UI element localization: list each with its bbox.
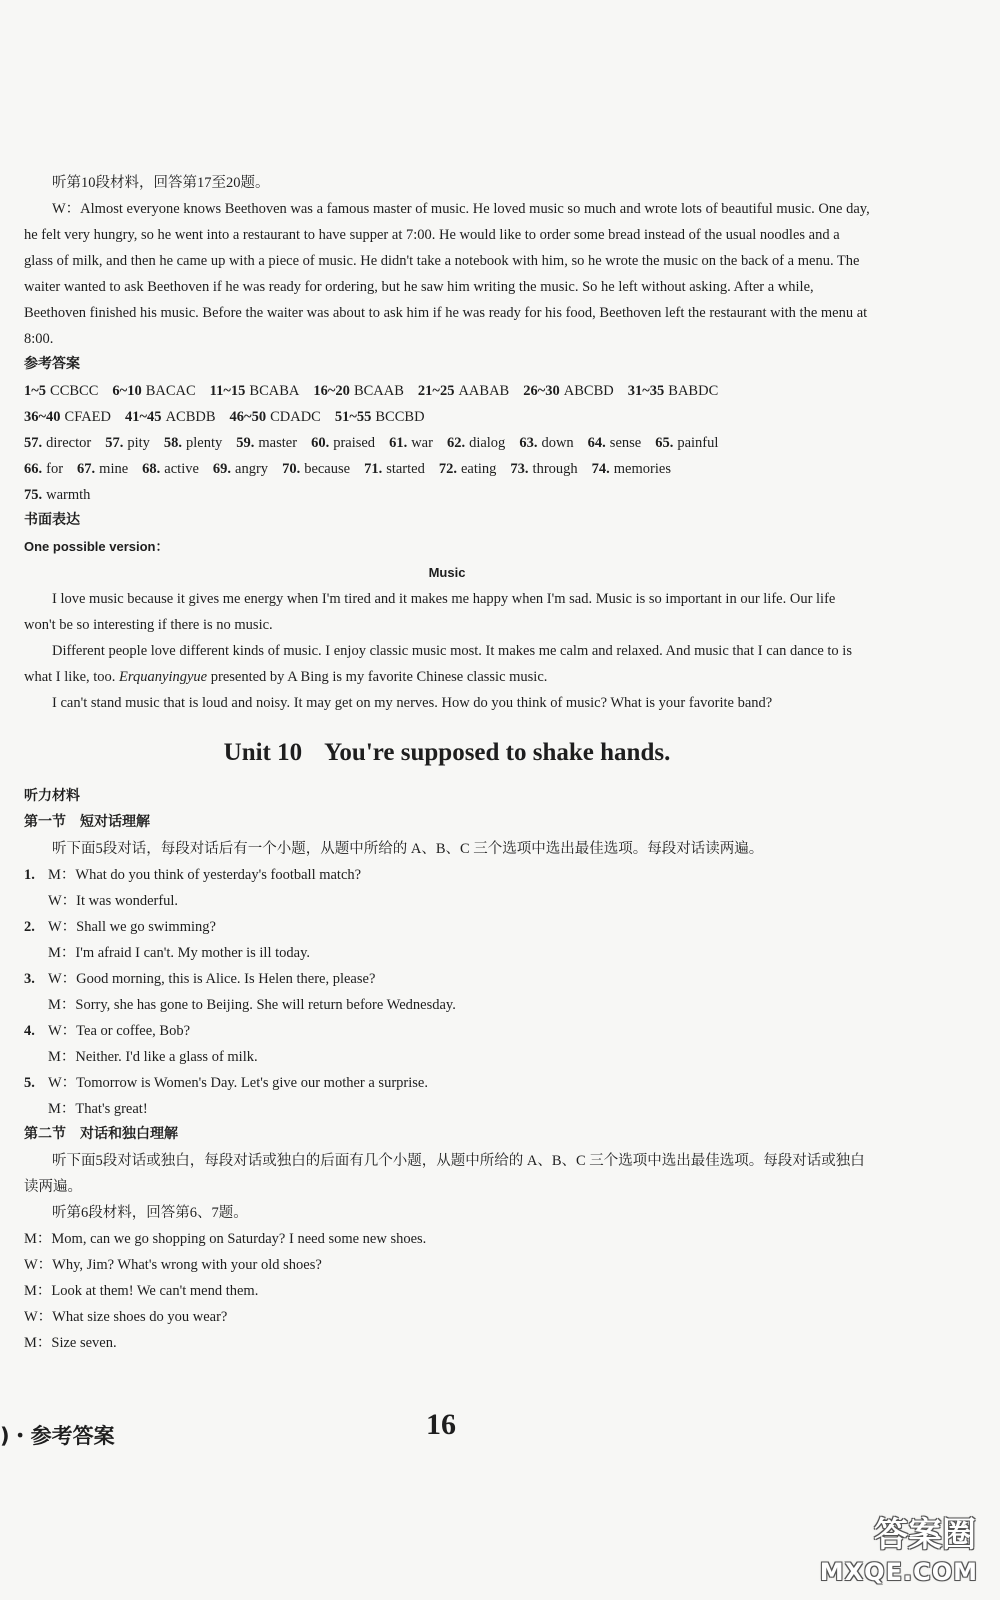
answer-item	[210, 383, 300, 399]
answer-range: 31~35	[627, 383, 665, 399]
dialog-number: 4.	[24, 1023, 35, 1039]
answer-range: 21~25	[417, 383, 455, 399]
answer-word: angry	[235, 461, 269, 477]
answer-word: praised	[333, 435, 376, 451]
watermark-cn: 答案圈	[874, 1515, 976, 1555]
watermark-en: MXQE.COM	[819, 1558, 978, 1586]
answers-heading: 参考答案	[24, 357, 80, 372]
answer-number: 71.	[364, 461, 383, 477]
answer-range: 41~45	[125, 409, 162, 425]
answer-item	[236, 435, 297, 451]
dialog-line	[24, 1070, 870, 1096]
answer-item	[655, 435, 718, 451]
material6-line: W：What size shoes do you wear?	[24, 1309, 228, 1325]
answer-item	[418, 383, 509, 399]
answer-item	[628, 383, 719, 399]
answer-range: 51~55	[334, 409, 372, 425]
listening10-intro: 听第10段材料，回答第17至20题。	[52, 175, 270, 191]
answer-item	[335, 409, 425, 425]
answer-item	[519, 435, 573, 451]
answer-value: BCCBD	[375, 409, 425, 425]
answers-row-2	[24, 404, 870, 430]
answer-value: BACAC	[145, 383, 196, 399]
answer-item	[77, 461, 128, 477]
answer-item	[105, 435, 150, 451]
watermark-logo	[819, 1512, 992, 1592]
answer-word: master	[258, 435, 298, 451]
answer-value: CDADC	[270, 409, 321, 425]
answer-item	[230, 409, 321, 425]
writing-p2-before: Different people love different kinds of music. I enjoy classic music most. It makes me calm and relaxed. And music that I can dance to is what I like, too.	[24, 643, 852, 685]
answer-word: started	[386, 461, 425, 477]
answer-range: 36~40	[24, 409, 61, 425]
footer-label: )・参考答案	[0, 1424, 115, 1448]
answer-number: 64.	[587, 435, 606, 451]
answer-number: 74.	[591, 461, 610, 477]
dialog-text: W：Shall we go swimming?	[48, 919, 216, 935]
answer-value: BCAAB	[353, 383, 404, 399]
answer-number: 68.	[142, 461, 161, 477]
writing-heading: 书面表达	[24, 513, 80, 528]
dialog-text: W：Tea or coffee, Bob?	[48, 1023, 191, 1039]
material6-lines	[24, 1226, 870, 1356]
dialog-line	[24, 862, 870, 888]
answer-item	[523, 383, 614, 399]
answer-value: ACBDB	[165, 409, 216, 425]
listening-heading: 听力材料	[24, 789, 80, 804]
answer-item	[282, 461, 350, 477]
answer-number: 57.	[24, 435, 43, 451]
answer-item	[588, 435, 642, 451]
material6-line: M：Look at them! We can't mend them.	[24, 1283, 259, 1299]
writing-paragraph-1: I love music because it gives me energy when I'm tired and it makes me happy when I'm sad. Music is so important in our life. Our life won't be so interesting if there is no music.	[24, 591, 836, 633]
unit-title-text: You're supposed to shake hands.	[324, 739, 671, 766]
answer-number: 62.	[446, 435, 466, 451]
answer-number: 61.	[389, 435, 408, 451]
dialog-line	[24, 914, 870, 940]
dialog-line	[24, 966, 870, 992]
writing-p2-after: presented by A Bing is my favorite Chinese classic music.	[207, 669, 548, 685]
answer-range: 26~30	[523, 383, 560, 399]
answers-row-3	[24, 430, 870, 456]
answer-word: because	[304, 461, 351, 477]
answer-value: ABCBD	[563, 383, 614, 399]
answer-item	[112, 383, 195, 399]
answer-number: 58.	[163, 435, 183, 451]
answer-value: BABDC	[668, 383, 719, 399]
answer-number: 60.	[311, 435, 330, 451]
answer-number: 65.	[655, 435, 674, 451]
section2-title: 第二节 对话和独白理解	[24, 1127, 178, 1142]
answer-word: eating	[460, 461, 497, 477]
answer-word: sense	[609, 435, 642, 451]
answers-row-4	[24, 456, 870, 482]
answer-number: 57.	[105, 435, 124, 451]
answer-item	[447, 435, 505, 451]
answer-item	[142, 461, 199, 477]
answer-item	[439, 461, 497, 477]
answer-word: war	[411, 435, 433, 451]
page-content	[24, 170, 870, 1356]
dialog-text: M：What do you think of yesterday's football match?	[48, 867, 362, 883]
answer-item	[164, 435, 222, 451]
writing-paragraph-3: I can't stand music that is loud and noisy. It may get on my nerves. How do you think of music? What is your favorite band?	[52, 695, 773, 711]
dialog-text: W：Good morning, this is Alice. Is Helen there, please?	[48, 971, 376, 987]
dialog-number: 5.	[24, 1075, 35, 1091]
writing-p2-italic: Erquanyingyue	[119, 669, 208, 685]
dialog-line	[24, 1018, 870, 1044]
writing-version: One possible version：	[24, 539, 169, 554]
answer-item	[24, 461, 63, 477]
answer-word: dialog	[469, 435, 506, 451]
dialog-line: M：That's great!	[48, 1101, 148, 1117]
material6-intro: 听第6段材料，回答第6、7题。	[52, 1205, 248, 1221]
dialog-line: M：Sorry, she has gone to Beijing. She will return before Wednesday.	[48, 997, 456, 1013]
answer-item	[592, 461, 671, 477]
section1-title: 第一节 短对话理解	[24, 815, 150, 830]
material6-line: M：Mom, can we go shopping on Saturday? I need some new shoes.	[24, 1231, 427, 1247]
answer-value: CCBCC	[50, 383, 99, 399]
answer-item	[24, 435, 91, 451]
answer-value: AABAB	[458, 383, 510, 399]
dialog-line: M：Neither. I'd like a glass of milk.	[48, 1049, 258, 1065]
page-number: 16	[426, 1408, 456, 1441]
answer-word: warmth	[46, 487, 91, 503]
answer-range: 16~20	[313, 383, 350, 399]
dialog-number: 2.	[24, 919, 35, 935]
answer-word: down	[541, 435, 574, 451]
answer-word: active	[164, 461, 199, 477]
answer-value: CFAED	[64, 409, 112, 425]
answer-word: painful	[677, 435, 719, 451]
answer-range: 11~15	[209, 383, 246, 399]
answer-word: mine	[99, 461, 129, 477]
answer-number: 67.	[77, 461, 96, 477]
answer-item	[24, 383, 98, 399]
writing-title: Music	[428, 565, 466, 580]
answer-number: 69.	[212, 461, 232, 477]
material6-line: W：Why, Jim? What's wrong with your old shoes?	[24, 1257, 322, 1273]
answers-row-5	[24, 482, 870, 508]
listening10-text: W：Almost everyone knows Beethoven was a famous master of music. He loved music so much and wrote lots of beautiful music. One day, he felt very hungry, so he went into a restaurant to have supper at 7:00. He would like to order some bread instead of the usual noodles and a glass of milk, and then he came up with a piece of music. He didn't take a notebook with him, so he wrote the music on the back of a menu. The waiter wanted to ask Beethoven if he was ready for ordering, but he saw him writing the music. So he left without asking. After a while, Beethoven finished his music. Before the waiter was about to ask him if he was ready for his food, Beethoven left the restaurant with the menu at 8:00.	[24, 201, 870, 347]
answer-number: 73.	[510, 461, 529, 477]
dialog-line: M：I'm afraid I can't. My mother is ill today.	[48, 945, 311, 961]
dialog-number: 3.	[24, 971, 35, 987]
dialog-list	[24, 862, 870, 1122]
dialog-line: W：It was wonderful.	[48, 893, 179, 909]
answer-item	[213, 461, 268, 477]
section2-instructions: 听下面5段对话或独白，每段对话或独白的后面有几个小题，从题中所给的 A、B、C 三个选项中选出最佳选项。每段对话或独白读两遍。	[24, 1153, 865, 1195]
answer-word: plenty	[186, 435, 223, 451]
answer-item	[24, 487, 90, 503]
answer-value: BCABA	[249, 383, 300, 399]
answer-range: 6~10	[112, 383, 142, 399]
answer-number: 66.	[24, 461, 43, 477]
answer-item	[311, 435, 375, 451]
answer-word: memories	[613, 461, 671, 477]
unit-title	[24, 736, 870, 770]
answer-range: 1~5	[24, 383, 47, 399]
answer-item	[313, 383, 404, 399]
answer-word: through	[532, 461, 578, 477]
answer-item	[364, 461, 425, 477]
answer-word: director	[46, 435, 92, 451]
answer-word: pity	[127, 435, 150, 451]
writing-paragraph-2	[24, 638, 870, 690]
unit-label: Unit 10	[223, 739, 303, 766]
section1-instructions: 听下面5段对话，每段对话后有一个小题，从题中所给的 A、B、C 三个选项中选出最佳选项。每段对话读两遍。	[52, 841, 764, 857]
answer-range: 46~50	[229, 409, 267, 425]
answer-item	[510, 461, 577, 477]
answer-item	[24, 409, 111, 425]
answer-number: 70.	[282, 461, 301, 477]
answer-item	[389, 435, 433, 451]
answer-number: 63.	[519, 435, 538, 451]
dialog-text: W：Tomorrow is Women's Day. Let's give our mother a surprise.	[48, 1075, 428, 1091]
answer-word: for	[46, 461, 64, 477]
answer-number: 75.	[24, 487, 43, 503]
material6-line: M：Size seven.	[24, 1335, 117, 1351]
answer-number: 72.	[438, 461, 457, 477]
answers-row-1	[24, 378, 870, 404]
answer-number: 59.	[236, 435, 255, 451]
dialog-number: 1.	[24, 867, 35, 883]
answer-item	[125, 409, 216, 425]
